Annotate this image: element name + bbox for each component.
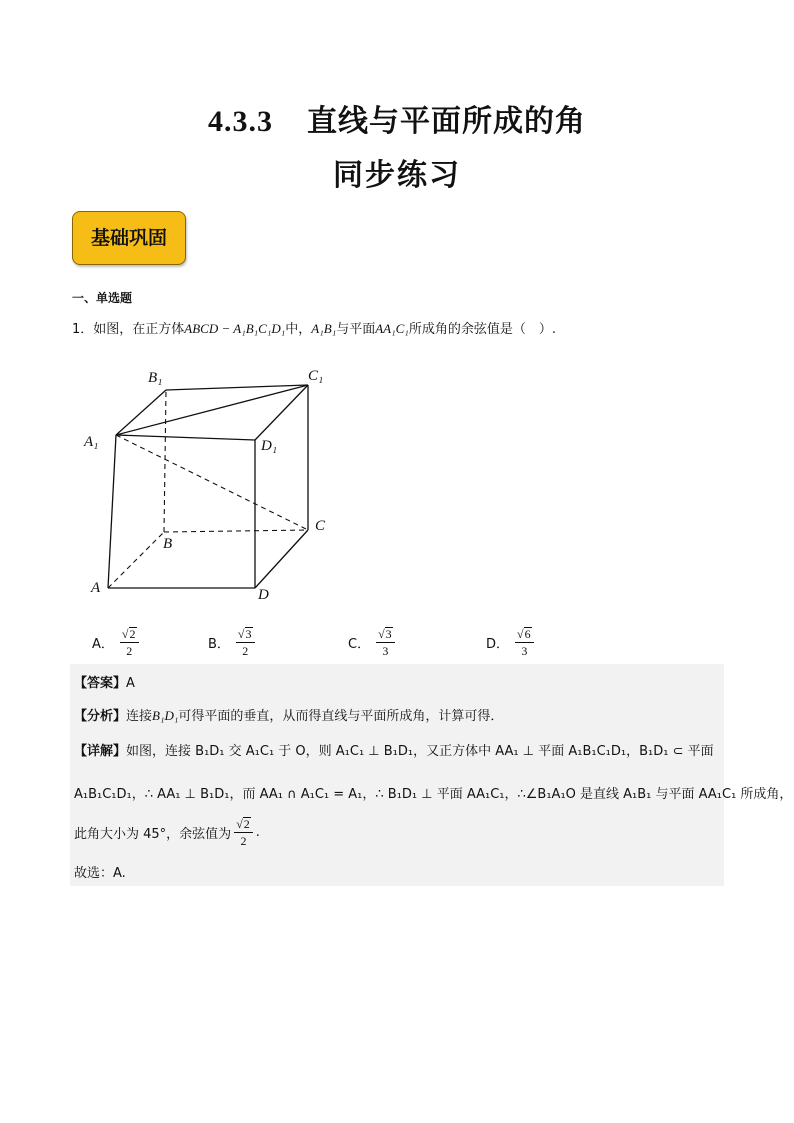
edge-a1c1 (116, 385, 308, 435)
edge-bc-hidden (164, 530, 308, 532)
detail-text-1: 如图，连接 B₁D₁ 交 A₁C₁ 于 O，则 A₁C₁ ⊥ B₁D₁，又正方体中 AA₁ ⊥ 平面 A₁B₁C₁D₁，B₁D₁ ⊂ 平面 (126, 744, 714, 759)
edge-dc (255, 530, 308, 588)
diag-a1c-hidden (116, 435, 308, 530)
option-d-label: D． (486, 637, 510, 652)
option-b-label: B． (208, 637, 230, 652)
option-c-value: $\frac{√3}{3}$ (376, 626, 395, 659)
analysis-pre: 连接 (126, 709, 153, 724)
title-line (0, 96, 794, 140)
solution-panel (70, 664, 724, 886)
analysis-line (74, 705, 503, 724)
answer-options (92, 626, 612, 666)
option-c[interactable] (348, 626, 395, 659)
edge-bb1-hidden (164, 390, 166, 532)
cube-name: ABCD − A₁B₁C₁D₁ (184, 321, 286, 336)
page-title: 直线与平面所成的角 (307, 104, 586, 139)
detail-text-3: 此角大小为 45°，余弦值为 (74, 827, 232, 842)
line-name: A₁B₁ (311, 321, 337, 336)
answer-line (74, 672, 135, 691)
section-heading: 一、单选题 (72, 291, 133, 305)
level-badge: 基础巩固 (72, 211, 186, 265)
detail-text-2: A₁B₁C₁D₁，∴ AA₁ ⊥ B₁D₁，而 AA₁ ∩ A₁C₁ = A₁，∴ B₁D₁ ⊥ 平面 AA₁C₁，∴∠B₁A₁O 是直线 A₁B₁ 与平面 AA₁C₁ 所成角， (74, 787, 793, 802)
label-c: C (315, 518, 326, 534)
label-d1: D₁ (261, 438, 278, 454)
question-mid2: 与平面 (336, 322, 376, 337)
option-b[interactable] (208, 626, 255, 659)
detail-tag: 【详解】 (74, 744, 127, 759)
question-mid1: 中， (285, 322, 312, 337)
section-number: 4.3.3 (208, 105, 273, 138)
option-b-value: $\frac{√3}{2}$ (236, 626, 255, 659)
choose-line: 故选：A. (74, 866, 126, 881)
option-a-value: $\frac{√2}{2}$ (120, 626, 139, 659)
option-d-value: $\frac{√6}{3}$ (515, 626, 534, 659)
edge-c1d1 (255, 385, 308, 440)
question-prefix: 1．如图，在正方体 (72, 322, 185, 337)
answer-value: A (126, 676, 135, 691)
option-d[interactable] (486, 626, 534, 659)
plane-name: AA₁C₁ (375, 321, 409, 336)
label-b: B (163, 536, 173, 552)
analysis-segment: B₁D₁ (152, 708, 179, 723)
detail-cosine-value: $\frac{√2}{2}$ (234, 816, 253, 849)
label-d: D (258, 587, 269, 603)
label-a1: A₁ (84, 434, 99, 450)
detail-line-3 (74, 816, 260, 849)
answer-tag: 【答案】 (74, 676, 127, 691)
question-suffix: 所成角的余弦值是（ ）. (408, 322, 556, 337)
option-a-label: A． (92, 637, 114, 652)
label-c1: C₁ (308, 368, 324, 384)
question-text (72, 318, 556, 337)
cube-figure (80, 360, 340, 605)
edge-d1a1 (116, 435, 255, 440)
edge-ab-hidden (108, 532, 164, 588)
edge-aa1 (108, 435, 116, 588)
option-a[interactable] (92, 626, 139, 659)
detail-line-1 (74, 740, 714, 759)
detail-text-3-end: . (255, 825, 260, 840)
page-subtitle: 同步练习 (333, 158, 461, 193)
analysis-post: 可得平面的垂直，从而得直线与平面所成角，计算可得． (178, 709, 504, 724)
edge-b1c1 (166, 385, 308, 390)
detail-line-2 (74, 783, 792, 802)
label-b1: B₁ (148, 370, 163, 386)
option-c-label: C． (348, 637, 371, 652)
label-a: A (91, 580, 101, 596)
analysis-tag: 【分析】 (74, 709, 127, 724)
